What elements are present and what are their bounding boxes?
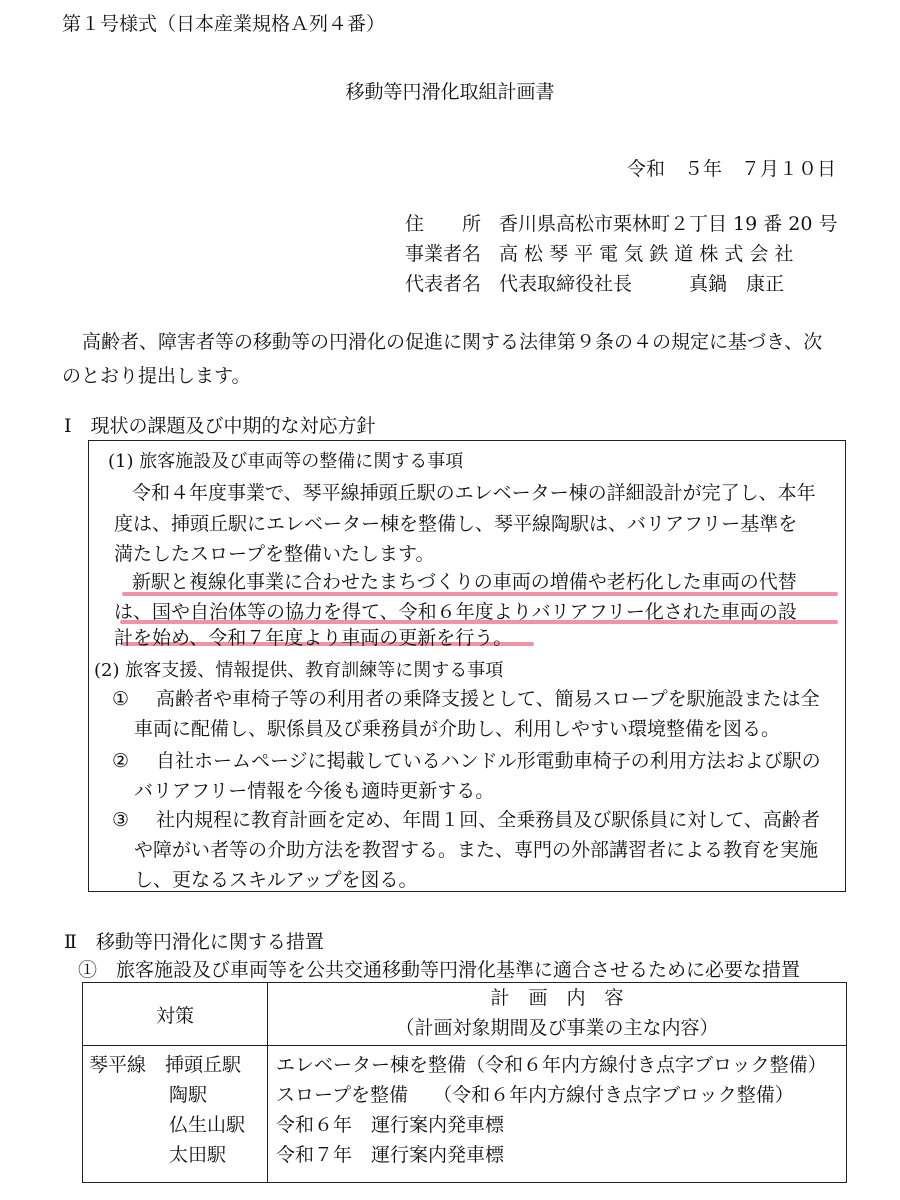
- form-number: 第１号様式（日本産業規格Ａ列４番）: [62, 13, 386, 35]
- sub1-heading: (1) 旅客施設及び車両等の整備に関する事項: [108, 451, 464, 472]
- sub1-line-3: 満たしたスロープを整備いたします。: [114, 543, 435, 565]
- rep-value: 代表取締役社長 真鍋 康正: [499, 273, 785, 295]
- table-body-row: [83, 1046, 847, 1183]
- measure-row-1: 琴平線 挿頭丘駅: [89, 1054, 242, 1076]
- sender-representative: [405, 270, 784, 298]
- intro-line-2: のとおり提出します。: [62, 365, 251, 387]
- item1-number: ①: [112, 688, 130, 710]
- address-value: 香川県高松市栗林町２丁目 19 番 20 号: [499, 213, 838, 235]
- sub1-line-6: 計を始め、令和７年度より車両の更新を行う。: [114, 627, 513, 649]
- sub1-line-2: 度は、挿頭丘駅にエレベーター棟を整備し、琴平線陶駅は、バリアフリー基準を: [114, 513, 798, 535]
- item3-line-3: し、更なるスキルアップを図る。: [134, 869, 418, 891]
- company-label: 事業者名: [405, 243, 482, 265]
- content-row-4: 令和７年 運行案内発車標: [276, 1144, 505, 1166]
- item3-line-2: や障がい者等の介助方法を教習する。また、専門の外部講習者による教育を実施: [134, 839, 819, 861]
- section1-heading: Ⅰ 現状の課題及び中期的な対応方針: [64, 415, 376, 437]
- company-value: 高 松 琴 平 電 気 鉄 道 株 式 会 社: [499, 243, 794, 265]
- sender-address: [405, 210, 838, 238]
- sub2-heading: (2) 旅客支援、情報提供、教育訓練等に関する事項: [94, 660, 504, 681]
- measures-table: [82, 982, 847, 1183]
- document-date: 令和 ５年 ７月１０日: [626, 158, 836, 180]
- item2-number: ②: [112, 750, 130, 772]
- content-cell: [268, 1046, 847, 1183]
- item3-line-1: 社内規程に教育計画を定め、年間１回、全乗務員及び駅係員に対して、高齢者: [156, 809, 820, 831]
- item3-number: ③: [112, 809, 130, 831]
- content-row-3: 令和６年 運行案内発車標: [276, 1114, 505, 1136]
- sub1-line-5: は、国や自治体等の協力を得て、令和６年度よりバリアフリー化された車両の設: [114, 601, 797, 623]
- header-measure: 対策: [83, 983, 268, 1046]
- item2-line-2: バリアフリー情報を今後も適時更新する。: [134, 780, 495, 802]
- item1-line-2: 車両に配備し、駅係員及び乗務員が介助し、利用しやすい環境整備を図る。: [134, 718, 781, 740]
- sub1-line-4: 新駅と複線化事業に合わせたまちづくりの車両の増備や老朽化した車両の代替: [132, 571, 797, 593]
- content-row-2: スロープを整備 （令和６年内方線付き点字ブロック整備）: [276, 1084, 794, 1106]
- table-header-row: [83, 983, 847, 1046]
- section2-sub1-heading: ① 旅客施設及び車両等を公共交通移動等円滑化基準に適合させるために必要な措置: [78, 959, 801, 981]
- section2-heading: Ⅱ 移動等円滑化に関する措置: [64, 931, 324, 953]
- item2-line-1: 自社ホームページに掲載しているハンドル形電動車椅子の利用方法および駅の: [156, 750, 821, 772]
- header-content: [268, 983, 847, 1046]
- sub1-line-1: 令和４年度事業で、琴平線挿頭丘駅のエレベーター棟の詳細設計が完了し、本年: [132, 482, 816, 504]
- measure-cell: [83, 1046, 268, 1183]
- measure-row-2: 陶駅: [169, 1084, 208, 1106]
- rep-label: 代表者名: [405, 273, 482, 295]
- intro-line-1: 高齢者、障害者等の移動等の円滑化の促進に関する法律第９条の４の規定に基づき、次: [82, 331, 823, 353]
- header-content-line-2: （計画対象期間及び事業の主な内容）: [395, 1017, 719, 1039]
- measure-row-4: 太田駅: [169, 1144, 227, 1166]
- document-title: 移動等円滑化取組計画書: [345, 81, 555, 103]
- item1-line-1: 高齢者や車椅子等の利用者の乗降支援として、簡易スロープを駅施設または全: [156, 688, 820, 710]
- sender-company: [405, 240, 793, 268]
- address-label: 住 所: [405, 213, 482, 235]
- header-content-line-1: 計 画 内 容: [490, 987, 624, 1009]
- content-row-1: エレベーター棟を整備（令和６年内方線付き点字ブロック整備）: [276, 1054, 827, 1076]
- measure-row-3: 仏生山駅: [169, 1114, 246, 1136]
